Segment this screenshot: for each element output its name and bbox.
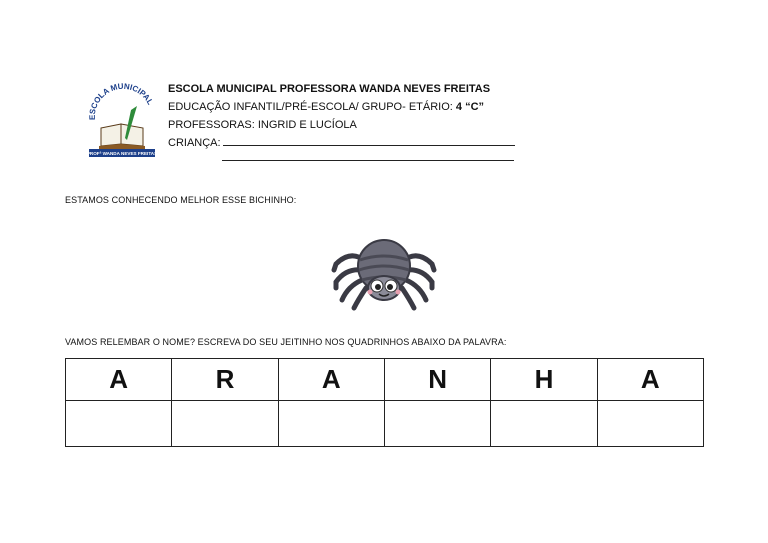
grade-line (168, 98, 548, 116)
svg-text:PROFª WANDA NEVES FREITAS: PROFª WANDA NEVES FREITAS (87, 151, 157, 156)
school-name: ESCOLA MUNICIPAL PROFESSORA WANDA NEVES FREITAS (168, 83, 491, 95)
letter-cell: R (172, 359, 278, 401)
child-name-line (168, 134, 548, 152)
letter-cell: A (66, 359, 172, 401)
spider-illustration (328, 230, 440, 316)
child-name-blank (223, 135, 515, 146)
writing-cell[interactable] (384, 401, 490, 447)
document-header (168, 80, 548, 152)
child-name-blank-2 (222, 159, 514, 161)
word-grid (65, 358, 704, 447)
letter-cell: H (491, 359, 597, 401)
letter-cell: A (597, 359, 703, 401)
writing-cell[interactable] (172, 401, 278, 447)
teachers-line: PROFESSORAS: INGRID E LUCÍOLA (168, 119, 357, 131)
child-label: CRIANÇA: (168, 137, 221, 149)
writing-cell[interactable] (278, 401, 384, 447)
task-instruction: VAMOS RELEMBAR O NOME? ESCREVA DO SEU JEITINHO NOS QUADRINHOS ABAIXO DA PALAVRA: (65, 337, 507, 347)
letter-cell: A (278, 359, 384, 401)
grade-label: EDUCAÇÃO INFANTIL/PRÉ-ESCOLA/ GRUPO- ETÁRIO: (168, 101, 456, 113)
writing-cell[interactable] (597, 401, 703, 447)
svg-text:ESCOLA MUNICIPAL: ESCOLA MUNICIPAL (87, 81, 155, 121)
school-logo (87, 80, 157, 158)
writing-cell[interactable] (66, 401, 172, 447)
writing-cell[interactable] (491, 401, 597, 447)
group-value: 4 “C” (455, 101, 485, 113)
letter-cell: N (384, 359, 490, 401)
intro-instruction: ESTAMOS CONHECENDO MELHOR ESSE BICHINHO: (65, 195, 297, 205)
